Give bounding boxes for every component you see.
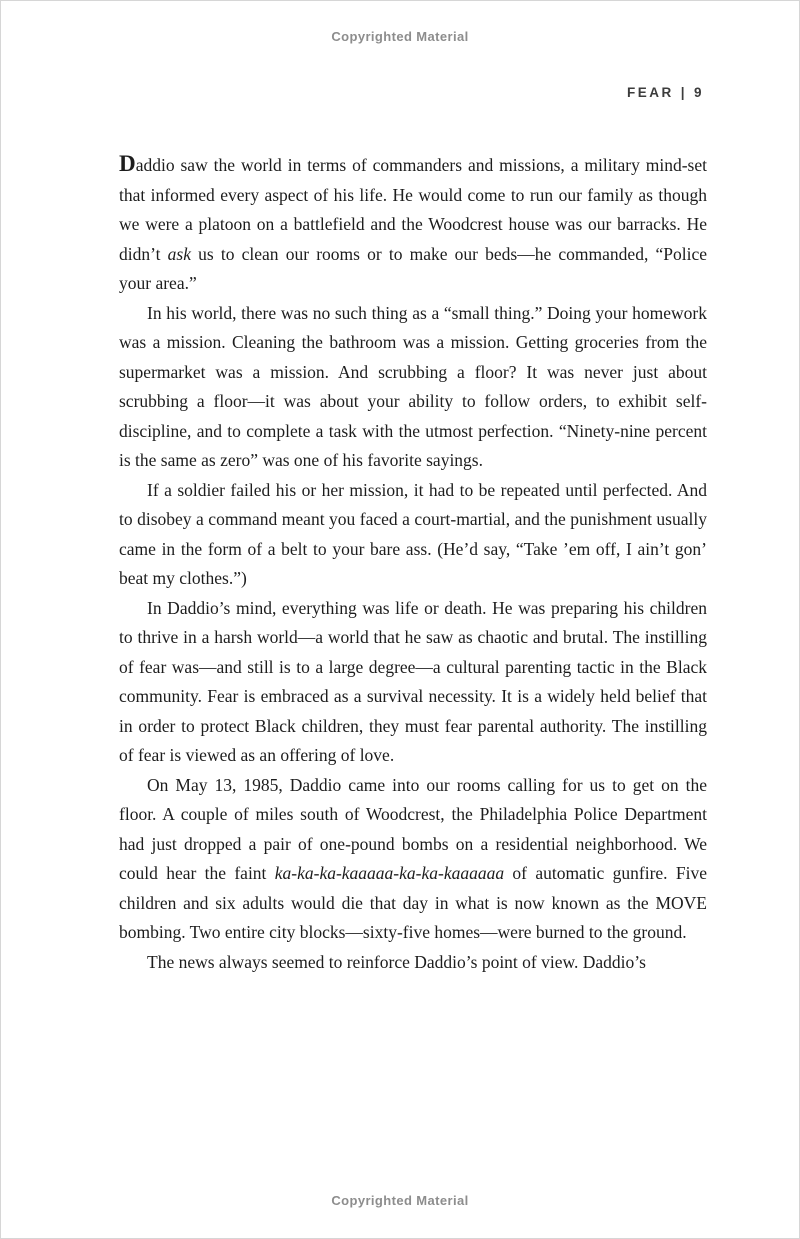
text-run: of automatic gunfire. Five children and six adults would die that day in what is now known as the MOVE bombing. Two entire city blocks—sixty-five homes—were burned to the ground. — [119, 863, 707, 942]
text-run: The news always seemed to reinforce Daddio’s point of view. Daddio’s — [147, 951, 646, 972]
italic-text-run: ka-ka-ka-kaaaaa-ka-ka-kaaaaaa — [274, 863, 505, 883]
page-number: 9 — [693, 85, 704, 100]
initial-cap: D — [119, 150, 136, 176]
running-head — [627, 85, 704, 100]
body-text — [119, 151, 707, 977]
copyright-notice-bottom: Copyrighted Material — [331, 1193, 469, 1208]
copyright-notice-top: Copyrighted Material — [331, 29, 469, 44]
running-head-section: FEAR — [626, 85, 674, 100]
paragraph — [119, 299, 707, 476]
text-run: In his world, there was no such thing as a “small thing.” Doing your homework was a mission. Cleaning the bathroom was a mission. Getting groceries from the supermarket was a mission. And scrubbing a floor? It was never just about scrubbing a floor—it was about your ability to follow orders, to exhibit self-discipline, and to complete a task with the utmost perfection. “Ninety-nine percent is the same as zero” was one of his favorite sayings. — [119, 302, 707, 470]
paragraph — [119, 476, 707, 594]
paragraph — [119, 594, 707, 771]
paragraph — [119, 771, 707, 948]
text-run: us to clean our rooms or to make our beds—he commanded, “Police your area.” — [119, 243, 707, 293]
text-run: If a soldier failed his or her mission, it had to be repeated until perfected. And to disobey a command meant you faced a court-martial, and the punishment usually came in the form of a belt to your bare ass. (He’d say, “Take ’em off, I ain’t gon’ beat my clothes.”) — [119, 479, 707, 588]
text-run: On May 13, 1985, Daddio came into our rooms calling for us to get on the floor. A couple of miles south of Woodcrest, the Philadelphia Police Department had just dropped a pair of one-pound bombs on a residential neighborhood. We could hear the faint — [119, 774, 707, 883]
paragraph — [119, 151, 707, 299]
text-run: In Daddio’s mind, everything was life or death. He was preparing his children to thrive in a harsh world—a world that he saw as chaotic and brutal. The instilling of fear was—and still is to a large degree—a cultural parenting tactic in the Black community. Fear is embraced as a survival necessity. It is a widely held belief that in order to protect Black children, they must fear parental authority. The instilling of fear is viewed as an offering of love. — [119, 597, 707, 765]
paragraph — [119, 948, 707, 978]
italic-text-run: ask — [167, 243, 191, 264]
text-run: addio saw the world in terms of commanders and missions, a military mind-set that informed every aspect of his life. He would come to run our family as though we were a platoon on a battlefield and the Woodcrest house was our barracks. He didn’t — [119, 155, 707, 264]
running-head-separator: | — [680, 85, 687, 100]
